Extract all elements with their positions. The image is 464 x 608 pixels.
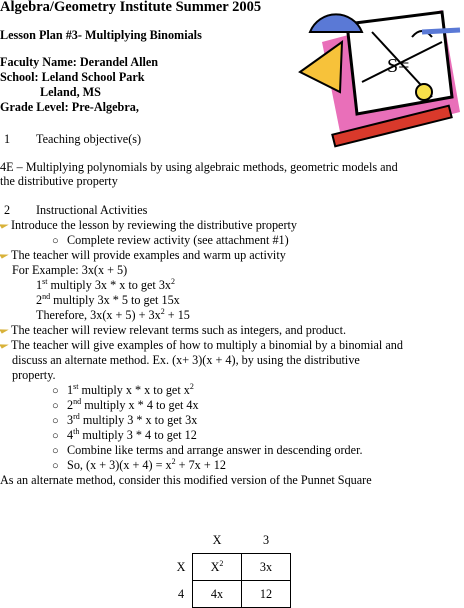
step-ordinal: 1 [67, 383, 74, 397]
hollow-circle-bullet-icon: ○ [52, 445, 59, 457]
step-ordinal: 3 [67, 413, 74, 427]
exponent: 2 [160, 307, 165, 316]
step-text: multiply x * 4 to get 4x [81, 398, 199, 412]
cell-12: 12 [242, 581, 291, 608]
combine-like-terms [52, 443, 363, 459]
bullet-review-distributive [0, 218, 297, 233]
example-step-2 [36, 293, 180, 308]
corner-cell [170, 527, 193, 554]
combine-text: Combine like terms and arrange answer in descending order. [67, 443, 363, 457]
table-row [170, 554, 291, 581]
step-ordinal: 2 [67, 398, 74, 412]
therefore-tail: + 15 [164, 308, 190, 322]
section1-heading: Teaching objective(s) [36, 132, 142, 146]
objective-line-2: the distributive property [0, 174, 118, 188]
ordinal-suffix: nd [42, 292, 51, 301]
bullet-arrow-icon [0, 340, 9, 348]
institute-title: Algebra/Geometry Institute Summer 2005 [0, 0, 262, 15]
faculty-name: Faculty Name: Derandel Allen [0, 55, 159, 69]
example-therefore [36, 308, 190, 323]
hollow-circle-bullet-icon: ○ [52, 235, 59, 247]
hollow-circle-bullet-icon: ○ [52, 460, 59, 472]
exponent: 2 [171, 277, 176, 286]
table-row [170, 581, 291, 608]
bullet-arrow-icon [0, 325, 9, 333]
section1-number: 1 [4, 132, 11, 146]
bullet-review-terms [0, 323, 346, 338]
exponent: 2 [171, 457, 176, 466]
school-name: School: Leland School Park [0, 70, 145, 84]
ordinal-suffix: nd [73, 397, 82, 406]
answer-tail: + 7x + 12 [175, 458, 226, 472]
hollow-circle-bullet-icon: ○ [52, 385, 59, 397]
step-text: multiply x * x to get x [78, 383, 190, 397]
sub-text: Complete review activity (see attachment #1) [67, 233, 289, 247]
ordinal-suffix: st [73, 382, 79, 391]
section2-number: 2 [4, 203, 11, 217]
hollow-circle-bullet-icon: ○ [52, 400, 59, 412]
hollow-circle-bullet-icon: ○ [52, 430, 59, 442]
example-step-1 [36, 278, 175, 293]
bullet-arrow-icon [0, 220, 9, 228]
bullet-arrow-icon [0, 250, 9, 258]
bullet-binomial-line-2: discuss an alternate method. Ex. (x+ 3)(x + 4), by using the distributive [12, 353, 360, 367]
cell-x-squared [193, 554, 242, 581]
therefore-text: Therefore, 3x(x + 5) + 3x [36, 308, 161, 322]
ordinal-suffix: th [73, 427, 80, 436]
bullet-text: The teacher will give examples of how to multiply a binomial by a binomial and [11, 338, 403, 352]
cell-4x: 4x [193, 581, 242, 608]
step-text: multiply 3x * x to get 3x [47, 278, 172, 292]
exponent: 2 [219, 558, 224, 568]
sub-review-activity [52, 233, 289, 249]
step-text: multiply 3x * 5 to get 15x [50, 293, 180, 307]
objective-line-1: 4E – Multiplying polynomials by using algebraic methods, geometric models and [0, 160, 398, 174]
bullet-binomial-line-3: property. [12, 368, 56, 382]
step-ordinal: 2 [36, 293, 43, 307]
ordinal-suffix: st [42, 277, 48, 286]
row-header-4: 4 [177, 586, 185, 601]
cell-3x: 3x [242, 554, 291, 581]
column-header-3: 3 [262, 532, 270, 547]
exponent: 2 [189, 382, 194, 391]
step-ordinal: 4 [67, 428, 74, 442]
column-header-x: X [212, 532, 222, 547]
hollow-circle-bullet-icon: ○ [52, 415, 59, 427]
binomial-step-4 [52, 428, 197, 444]
section2-heading: Instructional Activities [36, 203, 148, 217]
step-ordinal: 1 [36, 278, 43, 292]
step-text: multiply 3 * x to get 3x [79, 413, 198, 427]
example-expression: For Example: 3x(x + 5) [12, 263, 128, 277]
school-city: Leland, MS [40, 85, 101, 99]
step-text: multiply 3 * 4 to get 12 [79, 428, 197, 442]
clipart-s-label: S= [387, 55, 410, 77]
bullet-text: Introduce the lesson by reviewing the distributive property [11, 218, 297, 232]
alternate-method: As an alternate method, consider this modified version of the Punnet Square [0, 473, 372, 487]
bullet-examples [0, 248, 286, 263]
lesson-plan-title: Lesson Plan #3- Multiplying Binomials [0, 28, 202, 42]
bullet-text: The teacher will provide examples and warm up activity [11, 248, 286, 262]
grade-level: Grade Level: Pre-Algebra, [0, 100, 139, 114]
table-row [170, 527, 291, 554]
punnet-square-table [170, 527, 291, 608]
geometry-clipart-icon [292, 2, 464, 152]
bullet-text: The teacher will review relevant terms such as integers, and product. [11, 323, 347, 337]
final-answer [52, 458, 226, 474]
cell-text: X [210, 559, 220, 574]
row-header-x: X [176, 559, 186, 574]
bullet-binomial-line-1 [0, 338, 403, 353]
ordinal-suffix: rd [73, 412, 80, 421]
answer-text: So, (x + 3)(x + 4) = x [67, 458, 172, 472]
